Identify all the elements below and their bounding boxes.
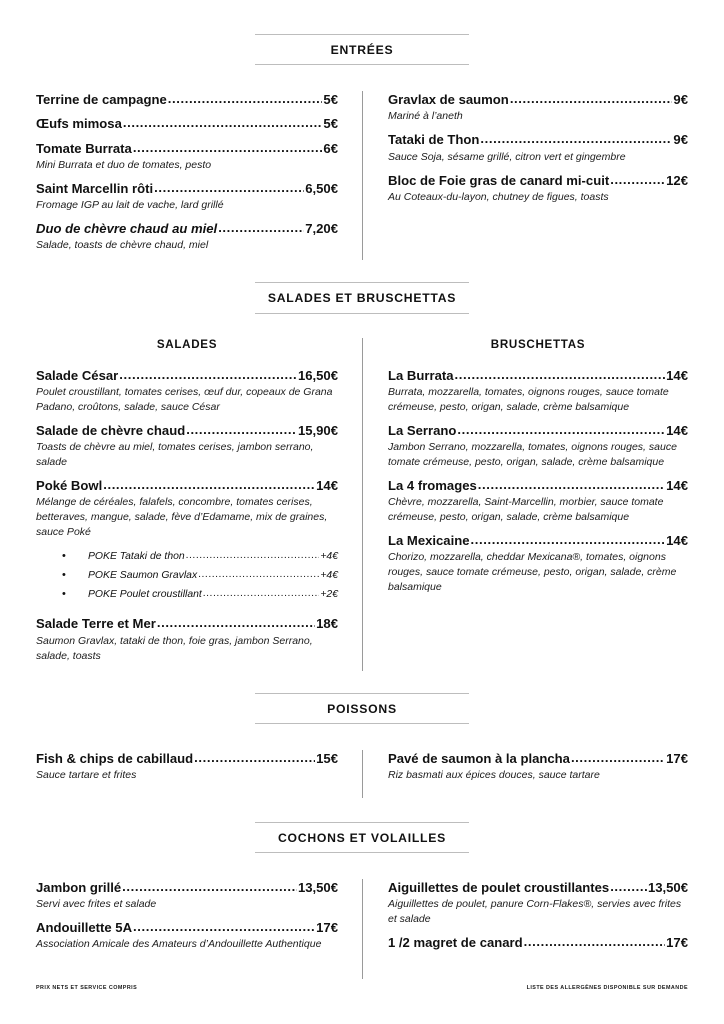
menu-item-line [388, 934, 688, 951]
menu-item-price: 14€ [316, 477, 338, 493]
section-body-entrees [36, 91, 688, 260]
menu-item-price: 9€ [673, 92, 688, 108]
cochons-column-left [36, 879, 362, 979]
supplement-item [62, 585, 338, 604]
menu-item-description: Sauce Soja, sésame grillé, citron vert et gingembre [388, 150, 626, 163]
menu-item-description: Sauce tartare et frites [36, 769, 137, 782]
dot-leader [186, 547, 320, 565]
dot-leader [524, 933, 666, 950]
menu-item-price: 17€ [666, 750, 688, 766]
menu-item-description: Mini Burrata et duo de tomates, pesto [36, 159, 212, 172]
dot-leader [218, 219, 304, 236]
menu-item-description: Servi avec frites et salade [36, 898, 157, 911]
menu-item [36, 477, 338, 605]
section-body-cochons-volailles [36, 879, 688, 979]
dot-leader [154, 179, 304, 196]
entrees-column-right [362, 91, 688, 260]
menu-item-name: Tomate Burrata [36, 140, 132, 156]
dot-leader [103, 476, 315, 493]
menu-item [388, 367, 688, 415]
menu-item-description: Burrata, mozzarella, tomates, oignons rouges, sauce tomate crémeuse, pesto, origan, salade, crème balsamique [388, 385, 669, 413]
menu-item [388, 879, 688, 927]
dot-leader [457, 421, 665, 438]
dot-leader [133, 139, 323, 156]
menu-item-name: Salade de chèvre chaud [36, 422, 186, 438]
section-title-salades-bruschettas: SALADES ET BRUSCHETTAS [267, 291, 457, 306]
menu-item-description: Toasts de chèvre au miel, tomates cerises, jambon serrano, salade [36, 440, 314, 468]
poissons-column-right [362, 750, 688, 798]
bruschettas-items [388, 367, 688, 595]
dot-leader [157, 614, 315, 631]
column-divider [362, 338, 363, 671]
menu-item-price: 5€ [323, 116, 338, 132]
column-divider [362, 91, 363, 260]
menu-item-line [388, 532, 688, 549]
section-header-cochons-volailles [255, 822, 469, 853]
menu-item-price: 9€ [673, 132, 688, 148]
entrees-column-left [36, 91, 362, 260]
dot-leader [203, 585, 320, 603]
menu-item-name: Poké Bowl [36, 477, 103, 493]
menu-item-price: 16,50€ [297, 367, 338, 383]
menu-item-price: 14€ [666, 422, 688, 438]
menu-item-name: Bloc de Foie gras de canard mi-cuit [388, 172, 610, 188]
subheading-bruschettas: BRUSCHETTAS [490, 337, 586, 351]
menu-item-line [36, 477, 338, 494]
menu-item-price: 13,50€ [647, 879, 688, 895]
menu-item-line [36, 750, 338, 767]
section-body-poissons [36, 750, 688, 798]
footer-note-prices: PRIX NETS ET SERVICE COMPRIS [36, 985, 138, 991]
menu-item [36, 115, 338, 132]
menu-item-price: 15€ [316, 750, 338, 766]
menu-item-description: Poulet croustillant, tomates cerises, œuf dur, copeaux de Grana Padano, croûtons, salade, sauce César [36, 385, 333, 413]
column-divider [362, 879, 363, 979]
menu-item-price: 18€ [316, 616, 338, 632]
supplement-list [36, 547, 338, 605]
menu-item-line [36, 615, 338, 632]
dot-leader [610, 878, 647, 895]
dot-leader [571, 749, 665, 766]
cochons-column-right [362, 879, 688, 979]
dot-leader [510, 90, 673, 107]
menu-item-description: Association Amicale des Amateurs d’Andouillette Authentique [36, 938, 322, 951]
menu-item-name: Saint Marcellin rôti [36, 180, 154, 196]
menu-item-price: 14€ [666, 477, 688, 493]
menu-item [36, 919, 338, 952]
dot-leader [168, 90, 323, 107]
menu-item-name: Œufs mimosa [36, 116, 122, 132]
menu-item-name: Gravlax de saumon [388, 92, 509, 108]
dot-leader [478, 476, 665, 493]
menu-item-line [36, 91, 338, 108]
menu-item [36, 615, 338, 663]
menu-item-description: Aiguillettes de poulet, panure Corn-Flakes®, servies avec frites et salade [388, 898, 682, 926]
menu-item-description: Jambon Serrano, mozzarella, tomates, oignons rouges, sauce tomate crémeuse, pesto, origan, salade, crème balsamique [388, 440, 677, 468]
menu-item-line [36, 367, 338, 384]
menu-item-description: Mariné à l’aneth [388, 110, 463, 123]
supplement-item [62, 566, 338, 585]
section-header-entrees [255, 34, 469, 65]
menu-item [36, 422, 338, 470]
dot-leader [455, 366, 666, 383]
menu-item-line [388, 477, 688, 494]
menu-item-price: 6€ [323, 140, 338, 156]
menu-item-price: 14€ [666, 367, 688, 383]
menu-item [388, 91, 688, 124]
menu-item-name: Andouillette 5A [36, 920, 133, 936]
section-title-entrees: ENTRÉES [330, 43, 394, 57]
menu-item-description: Saumon Gravlax, tataki de thon, foie gras, jambon Serrano, salade, toasts [36, 634, 313, 662]
supplement-name: POKE Tataki de thon [88, 550, 185, 562]
menu-item [388, 422, 688, 470]
menu-item-price: 5€ [323, 92, 338, 108]
menu-item-line [36, 115, 338, 132]
menu-item-description: Au Coteaux-du-layon, chutney de figues, toasts [388, 190, 609, 203]
menu-item-line [388, 91, 688, 108]
menu-item-line [36, 180, 338, 197]
menu-item [388, 934, 688, 951]
menu-item-price: 12€ [666, 172, 688, 188]
menu-item-price: 13,50€ [297, 879, 338, 895]
dot-leader [119, 366, 297, 383]
section-title-poissons: POISSONS [327, 701, 397, 716]
menu-item-name: 1 /2 magret de canard [388, 935, 523, 951]
dot-leader [194, 749, 315, 766]
menu-item-name: La Serrano [388, 422, 457, 438]
menu-item-name: Pavé de saumon à la plancha [388, 750, 570, 766]
section-header-poissons [255, 693, 469, 724]
bullet-icon: • [62, 549, 66, 562]
menu-item-price: 15,90€ [297, 422, 338, 438]
menu-item-name: Jambon grillé [36, 879, 122, 895]
menu-item-name: Aiguillettes de poulet croustillantes [388, 879, 610, 895]
dot-leader [186, 421, 297, 438]
menu-item-name: Salade Terre et Mer [36, 616, 156, 632]
menu-item-line [388, 367, 688, 384]
menu-item-name: La Mexicaine [388, 532, 470, 548]
menu-item-line [36, 220, 338, 237]
dot-leader [123, 114, 323, 131]
section-body-salades-bruschettas [36, 338, 688, 671]
dot-leader [122, 878, 297, 895]
section-title-cochons-volailles: COCHONS ET VOLAILLES [277, 830, 447, 845]
menu-item [388, 750, 688, 783]
menu-item [36, 367, 338, 415]
menu-item-line [388, 879, 688, 896]
subheading-salades: SALADES [156, 337, 218, 351]
menu-item [36, 140, 338, 173]
footer-note-allergens: LISTE DES ALLERGÈNES DISPONIBLE SUR DEMANDE [526, 985, 688, 991]
menu-item [36, 879, 338, 912]
menu-item [36, 750, 338, 783]
menu-item-description: Mélange de céréales, falafels, concombre, tomates cerises, betteraves, mangue, salade, fève d’Edamame, mix de graines, sauce Poké [36, 496, 328, 538]
supplement-price: +2€ [320, 589, 338, 601]
menu-item-name: Fish & chips de cabillaud [36, 750, 194, 766]
menu-item [36, 180, 338, 213]
supplement-name: POKE Saumon Gravlax [88, 569, 198, 581]
column-divider [362, 750, 363, 798]
menu-item-price: 17€ [316, 920, 338, 936]
dot-leader [480, 130, 672, 147]
poissons-column-left [36, 750, 362, 798]
bruschettas-column [362, 338, 688, 671]
menu-item [388, 172, 688, 205]
salades-column [36, 338, 362, 671]
menu-item-name: La Burrata [388, 367, 454, 383]
menu-item [388, 532, 688, 595]
menu-item [388, 131, 688, 164]
menu-item-price: 7,20€ [305, 221, 338, 237]
menu-item-line [36, 919, 338, 936]
menu-item-line [388, 422, 688, 439]
dot-leader [198, 566, 319, 584]
menu-item-name: Terrine de campagne [36, 92, 167, 108]
menu-item-price: 6,50€ [305, 180, 338, 196]
menu-item-description: Salade, toasts de chèvre chaud, miel [36, 239, 209, 252]
menu-item-description: Fromage IGP au lait de vache, lard grillé [36, 199, 224, 212]
bullet-icon: • [62, 568, 66, 581]
menu-item-line [36, 140, 338, 157]
menu-item-description: Riz basmati aux épices douces, sauce tartare [388, 769, 600, 782]
bullet-icon: • [62, 588, 66, 601]
menu-item-line [36, 422, 338, 439]
supplement-price: +4€ [320, 550, 338, 562]
supplement-name: POKE Poulet croustillant [88, 589, 202, 601]
menu-item [36, 91, 338, 108]
menu-item-price: 14€ [666, 532, 688, 548]
menu-item-description: Chèvre, mozzarella, Saint-Marcellin, morbier, sauce tomate crémeuse, pesto, origan, salade, crème balsamique [388, 496, 664, 523]
menu-item-name: Tataki de Thon [388, 132, 480, 148]
section-header-salades-bruschettas [255, 282, 469, 313]
menu-item [36, 220, 338, 253]
menu-item-description: Chorizo, mozzarella, cheddar Mexicana®, tomates, oignons rouges, sauce tomate crémeuse, pesto, origan, salade, crème balsamique [388, 551, 677, 593]
dot-leader [610, 171, 665, 188]
page-footer [36, 985, 688, 991]
menu-item-name: La 4 fromages [388, 477, 477, 493]
menu-item-price: 17€ [666, 935, 688, 951]
dot-leader [133, 918, 315, 935]
supplement-price: +4€ [320, 569, 338, 581]
salades-items [36, 367, 338, 664]
supplement-item [62, 547, 338, 566]
menu-item [388, 477, 688, 525]
menu-item-name: Duo de chèvre chaud au miel [36, 221, 218, 237]
menu-item-line [388, 131, 688, 148]
dot-leader [471, 531, 666, 548]
menu-item-line [388, 750, 688, 767]
menu-item-line [388, 172, 688, 189]
menu-item-line [36, 879, 338, 896]
menu-item-name: Salade César [36, 367, 119, 383]
